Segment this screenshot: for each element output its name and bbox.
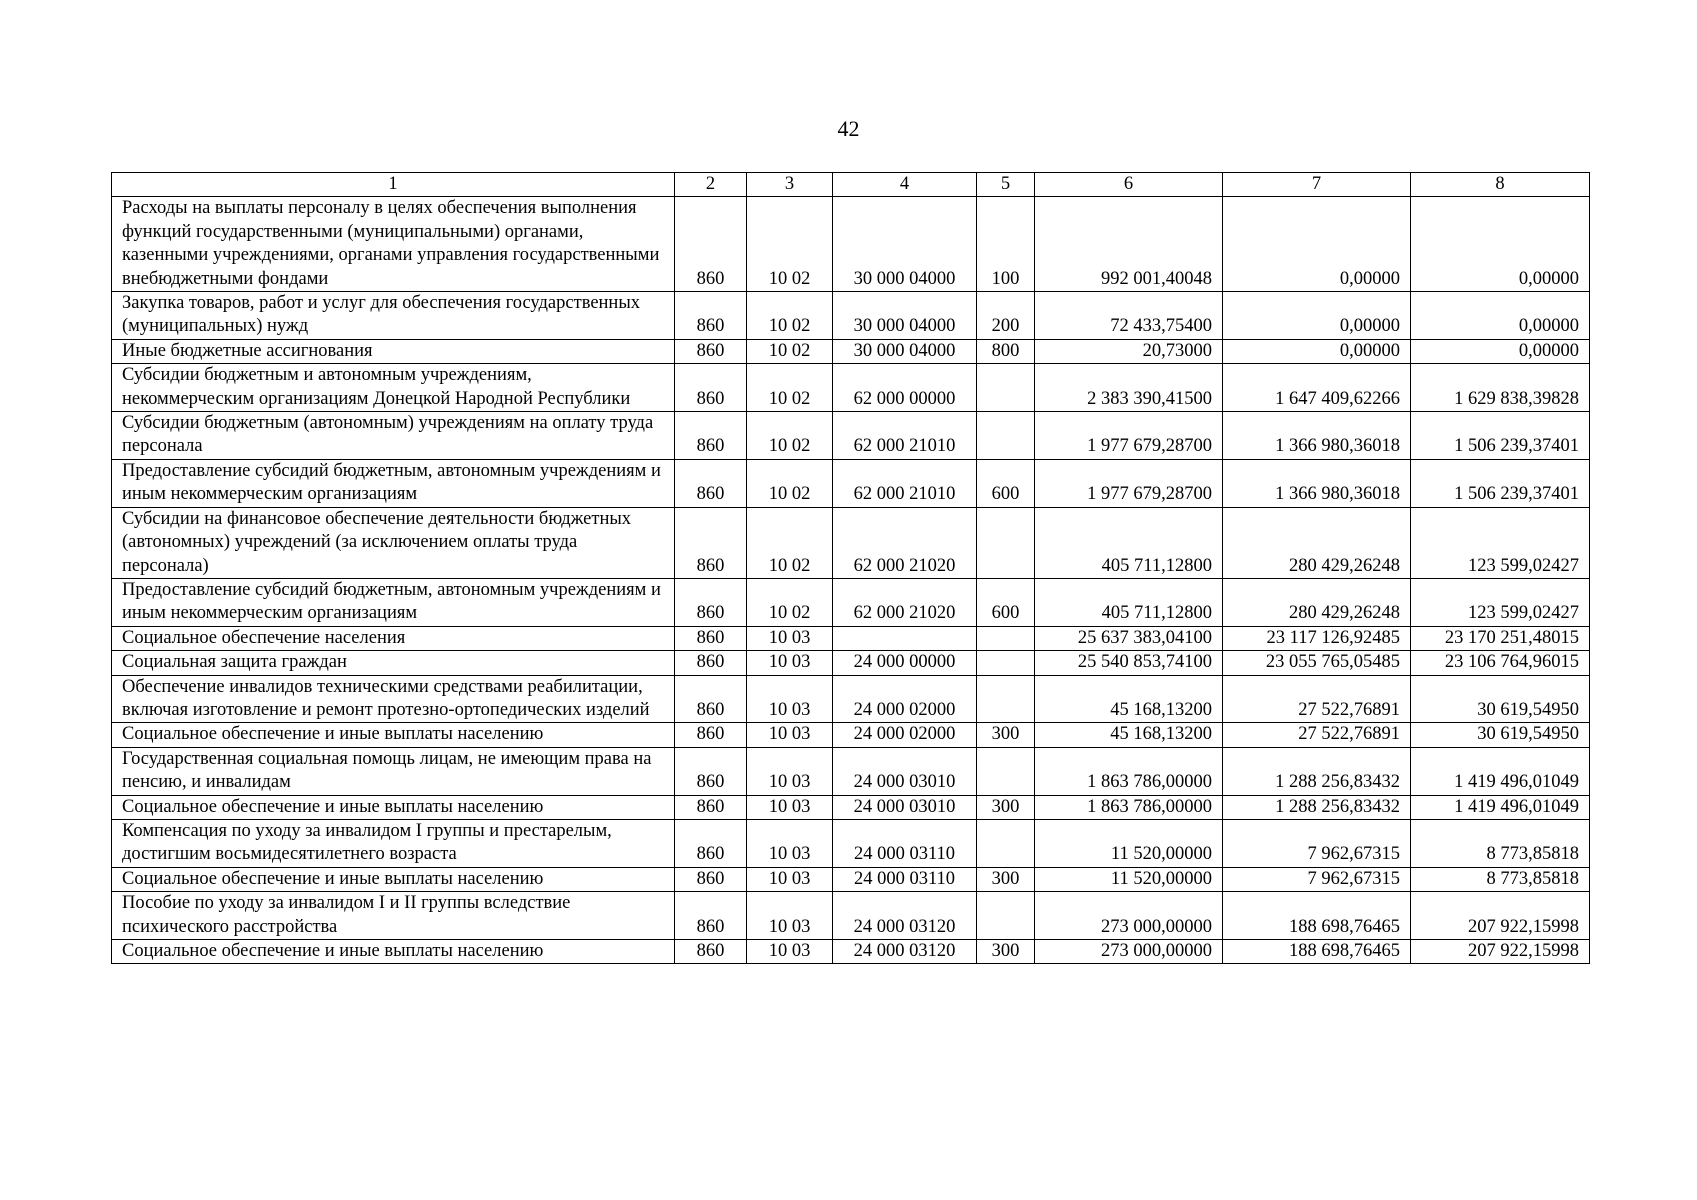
cell-col8: 23 170 251,48015 (1411, 626, 1590, 650)
table-row (112, 651, 1590, 675)
cell-col2: 860 (675, 412, 747, 460)
cell-col8: 0,00000 (1411, 197, 1590, 292)
cell-col3: 10 03 (747, 651, 833, 675)
cell-name: Социальное обеспечение и иные выплаты населению (112, 795, 675, 819)
budget-table (111, 172, 1590, 964)
cell-col4: 24 000 00000 (833, 651, 977, 675)
cell-name: Предоставление субсидий бюджетным, автономным учреждениям и иным некоммерческим организациям (112, 459, 675, 507)
cell-col7: 7 962,67315 (1223, 819, 1411, 867)
cell-col7: 1 288 256,83432 (1223, 795, 1411, 819)
cell-name: Социальное обеспечение и иные выплаты населению (112, 723, 675, 747)
cell-col4: 30 000 04000 (833, 339, 977, 363)
cell-col3: 10 02 (747, 507, 833, 578)
cell-col4: 24 000 02000 (833, 675, 977, 723)
cell-name: Иные бюджетные ассигнования (112, 339, 675, 363)
table-row (112, 364, 1590, 412)
page-number: 42 (837, 116, 860, 141)
table-row (112, 867, 1590, 891)
cell-col3: 10 03 (747, 723, 833, 747)
cell-col4: 24 000 03010 (833, 795, 977, 819)
column-header-7: 7 (1223, 173, 1411, 197)
cell-col8: 207 922,15998 (1411, 892, 1590, 940)
cell-col6: 273 000,00000 (1035, 940, 1223, 964)
table-row (112, 795, 1590, 819)
cell-col6: 25 637 383,04100 (1035, 626, 1223, 650)
cell-col6: 992 001,40048 (1035, 197, 1223, 292)
cell-col3: 10 03 (747, 626, 833, 650)
cell-col6: 72 433,75400 (1035, 292, 1223, 340)
cell-col7: 280 429,26248 (1223, 578, 1411, 626)
cell-col5: 800 (977, 339, 1035, 363)
cell-col4: 24 000 03120 (833, 892, 977, 940)
cell-col2: 860 (675, 940, 747, 964)
cell-name: Субсидии бюджетным (автономным) учреждениям на оплату труда персонала (112, 412, 675, 460)
cell-col2: 860 (675, 459, 747, 507)
cell-col3: 10 03 (747, 892, 833, 940)
cell-col5 (977, 626, 1035, 650)
cell-col3: 10 02 (747, 339, 833, 363)
cell-col8: 1 506 239,37401 (1411, 412, 1590, 460)
cell-col4: 62 000 21020 (833, 578, 977, 626)
cell-col5 (977, 651, 1035, 675)
column-header-2: 2 (675, 173, 747, 197)
column-header-5: 5 (977, 173, 1035, 197)
cell-col8: 1 629 838,39828 (1411, 364, 1590, 412)
cell-col8: 207 922,15998 (1411, 940, 1590, 964)
cell-col5: 300 (977, 940, 1035, 964)
cell-col7: 0,00000 (1223, 339, 1411, 363)
cell-col6: 25 540 853,74100 (1035, 651, 1223, 675)
cell-col5 (977, 507, 1035, 578)
cell-col8: 8 773,85818 (1411, 819, 1590, 867)
cell-name: Предоставление субсидий бюджетным, автономным учреждениям и иным некоммерческим организациям (112, 578, 675, 626)
cell-col8: 30 619,54950 (1411, 675, 1590, 723)
table-row (112, 892, 1590, 940)
table-row (112, 626, 1590, 650)
cell-col8: 1 419 496,01049 (1411, 747, 1590, 795)
table-row (112, 197, 1590, 292)
cell-col7: 23 117 126,92485 (1223, 626, 1411, 650)
cell-col8: 123 599,02427 (1411, 507, 1590, 578)
cell-col6: 405 711,12800 (1035, 578, 1223, 626)
cell-col2: 860 (675, 339, 747, 363)
cell-name: Социальное обеспечение населения (112, 626, 675, 650)
cell-col4: 24 000 03110 (833, 867, 977, 891)
cell-col2: 860 (675, 747, 747, 795)
cell-col6: 405 711,12800 (1035, 507, 1223, 578)
cell-col4: 62 000 21010 (833, 412, 977, 460)
cell-col3: 10 02 (747, 412, 833, 460)
column-header-1: 1 (112, 173, 675, 197)
cell-col2: 860 (675, 819, 747, 867)
cell-col2: 860 (675, 795, 747, 819)
cell-col8: 123 599,02427 (1411, 578, 1590, 626)
cell-col3: 10 03 (747, 675, 833, 723)
column-header-6: 6 (1035, 173, 1223, 197)
cell-col2: 860 (675, 675, 747, 723)
cell-col7: 1 366 980,36018 (1223, 459, 1411, 507)
cell-col3: 10 03 (747, 867, 833, 891)
table-row (112, 339, 1590, 363)
table-row (112, 459, 1590, 507)
cell-col6: 1 863 786,00000 (1035, 747, 1223, 795)
cell-col4: 62 000 00000 (833, 364, 977, 412)
cell-col5: 300 (977, 795, 1035, 819)
cell-col2: 860 (675, 364, 747, 412)
cell-col3: 10 03 (747, 940, 833, 964)
cell-col5: 600 (977, 459, 1035, 507)
cell-col5 (977, 364, 1035, 412)
cell-col8: 23 106 764,96015 (1411, 651, 1590, 675)
table-row (112, 675, 1590, 723)
cell-col8: 1 506 239,37401 (1411, 459, 1590, 507)
cell-col6: 2 383 390,41500 (1035, 364, 1223, 412)
cell-col3: 10 03 (747, 795, 833, 819)
cell-col4: 30 000 04000 (833, 197, 977, 292)
cell-col6: 20,73000 (1035, 339, 1223, 363)
cell-col6: 45 168,13200 (1035, 723, 1223, 747)
cell-col2: 860 (675, 578, 747, 626)
cell-col3: 10 03 (747, 819, 833, 867)
cell-col2: 860 (675, 507, 747, 578)
cell-col4: 24 000 02000 (833, 723, 977, 747)
cell-col6: 11 520,00000 (1035, 867, 1223, 891)
cell-col7: 1 366 980,36018 (1223, 412, 1411, 460)
cell-col5 (977, 675, 1035, 723)
cell-col7: 280 429,26248 (1223, 507, 1411, 578)
cell-col7: 0,00000 (1223, 292, 1411, 340)
column-header-3: 3 (747, 173, 833, 197)
cell-col7: 1 288 256,83432 (1223, 747, 1411, 795)
cell-col8: 8 773,85818 (1411, 867, 1590, 891)
cell-col2: 860 (675, 292, 747, 340)
cell-col6: 1 977 679,28700 (1035, 459, 1223, 507)
cell-col2: 860 (675, 867, 747, 891)
cell-col6: 11 520,00000 (1035, 819, 1223, 867)
cell-name: Закупка товаров, работ и услуг для обеспечения государственных (муниципальных) нужд (112, 292, 675, 340)
cell-col3: 10 02 (747, 292, 833, 340)
table-body (112, 197, 1590, 964)
column-header-8: 8 (1411, 173, 1590, 197)
table-row (112, 578, 1590, 626)
cell-col8: 30 619,54950 (1411, 723, 1590, 747)
cell-name: Государственная социальная помощь лицам, не имеющим права на пенсию, и инвалидам (112, 747, 675, 795)
cell-name: Расходы на выплаты персоналу в целях обеспечения выполнения функций государственными (муниципальными) органами, казенными учреждениями, органами управления государственными внебюджетными фондами (112, 197, 675, 292)
cell-col4: 30 000 04000 (833, 292, 977, 340)
table-row (112, 507, 1590, 578)
cell-col6: 45 168,13200 (1035, 675, 1223, 723)
cell-col4: 24 000 03010 (833, 747, 977, 795)
cell-col7: 1 647 409,62266 (1223, 364, 1411, 412)
cell-col2: 860 (675, 892, 747, 940)
cell-col4: 62 000 21010 (833, 459, 977, 507)
cell-col6: 1 863 786,00000 (1035, 795, 1223, 819)
cell-col5 (977, 892, 1035, 940)
cell-col5 (977, 412, 1035, 460)
table-row (112, 412, 1590, 460)
cell-col5: 200 (977, 292, 1035, 340)
cell-name: Компенсация по уходу за инвалидом I группы и престарелым, достигшим восьмидесятилетнего возраста (112, 819, 675, 867)
cell-col3: 10 02 (747, 197, 833, 292)
cell-col8: 1 419 496,01049 (1411, 795, 1590, 819)
table-row (112, 292, 1590, 340)
cell-name: Социальное обеспечение и иные выплаты населению (112, 867, 675, 891)
table-row (112, 819, 1590, 867)
cell-col6: 1 977 679,28700 (1035, 412, 1223, 460)
cell-col7: 0,00000 (1223, 197, 1411, 292)
cell-col7: 27 522,76891 (1223, 675, 1411, 723)
cell-col4 (833, 626, 977, 650)
cell-col2: 860 (675, 626, 747, 650)
cell-col5: 300 (977, 723, 1035, 747)
cell-col5: 600 (977, 578, 1035, 626)
cell-col3: 10 02 (747, 364, 833, 412)
cell-col4: 24 000 03120 (833, 940, 977, 964)
cell-col7: 27 522,76891 (1223, 723, 1411, 747)
cell-name: Обеспечение инвалидов техническими средствами реабилитации, включая изготовление и ремонт протезно-ортопедических изделий (112, 675, 675, 723)
cell-col2: 860 (675, 651, 747, 675)
cell-col3: 10 03 (747, 747, 833, 795)
cell-col7: 7 962,67315 (1223, 867, 1411, 891)
cell-col7: 188 698,76465 (1223, 892, 1411, 940)
cell-name: Социальное обеспечение и иные выплаты населению (112, 940, 675, 964)
cell-col6: 273 000,00000 (1035, 892, 1223, 940)
cell-name: Пособие по уходу за инвалидом I и II группы вследствие психического расстройства (112, 892, 675, 940)
cell-col5: 100 (977, 197, 1035, 292)
column-header-4: 4 (833, 173, 977, 197)
cell-name: Социальная защита граждан (112, 651, 675, 675)
cell-name: Субсидии бюджетным и автономным учреждениям, некоммерческим организациям Донецкой Народной Республики (112, 364, 675, 412)
cell-col3: 10 02 (747, 459, 833, 507)
table-row (112, 747, 1590, 795)
cell-col2: 860 (675, 723, 747, 747)
cell-col5 (977, 747, 1035, 795)
cell-col8: 0,00000 (1411, 292, 1590, 340)
table-row (112, 940, 1590, 964)
cell-col8: 0,00000 (1411, 339, 1590, 363)
cell-col3: 10 02 (747, 578, 833, 626)
cell-col7: 23 055 765,05485 (1223, 651, 1411, 675)
cell-name: Субсидии на финансовое обеспечение деятельности бюджетных (автономных) учреждений (за исключением оплаты труда персонала) (112, 507, 675, 578)
cell-col7: 188 698,76465 (1223, 940, 1411, 964)
cell-col4: 24 000 03110 (833, 819, 977, 867)
cell-col2: 860 (675, 197, 747, 292)
cell-col5: 300 (977, 867, 1035, 891)
cell-col4: 62 000 21020 (833, 507, 977, 578)
cell-col5 (977, 819, 1035, 867)
table-row (112, 723, 1590, 747)
table-header-row (112, 173, 1590, 197)
